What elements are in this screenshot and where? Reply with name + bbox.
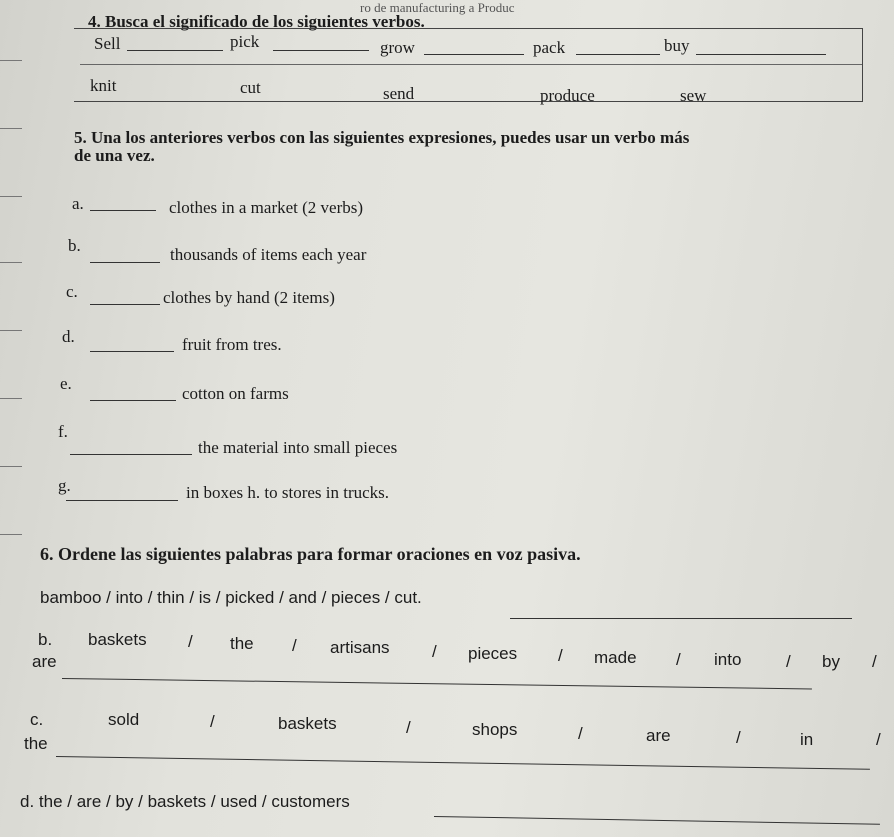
- margin-mark: [0, 534, 22, 535]
- margin-mark: [0, 330, 22, 331]
- item-letter: a.: [72, 194, 84, 213]
- answer-blank[interactable]: [424, 54, 524, 55]
- margin-mark: [0, 196, 22, 197]
- word: the: [24, 734, 48, 753]
- word: /: [578, 724, 583, 743]
- item-text: fruit from tres.: [182, 335, 282, 354]
- word: by: [822, 652, 840, 671]
- word: in: [800, 730, 814, 749]
- item-letter: b.: [68, 236, 81, 255]
- item-text: thousands of items each year: [170, 245, 367, 264]
- answer-blank[interactable]: [90, 210, 156, 211]
- verb-sell: Sell: [94, 34, 121, 53]
- word: baskets: [88, 630, 147, 649]
- exercise-4-title: 4. Busca el significado de los siguientes verbos.: [88, 12, 425, 31]
- verb-pick: pick: [230, 32, 260, 51]
- word: /: [210, 712, 215, 731]
- word: shops: [472, 720, 518, 739]
- word: sold: [108, 710, 140, 729]
- word: /: [872, 652, 877, 671]
- margin-mark: [0, 262, 22, 263]
- verb-cut: cut: [240, 78, 261, 97]
- word: artisans: [330, 638, 390, 657]
- answer-blank[interactable]: [90, 400, 176, 401]
- sentence-d: d. the / are / by / baskets / used / customers: [20, 792, 350, 811]
- word: /: [876, 730, 881, 749]
- verb-produce: produce: [540, 86, 595, 105]
- cut-off-header: ro de manufacturing a Produc: [360, 0, 515, 15]
- answer-blank[interactable]: [66, 500, 178, 501]
- word: /: [558, 646, 563, 665]
- item-letter: g.: [58, 476, 71, 495]
- word: /: [406, 718, 411, 737]
- answer-blank[interactable]: [576, 54, 660, 55]
- word: baskets: [278, 714, 337, 733]
- exercise-5-title: 5. Una los anteriores verbos con las siguientes expresiones, puedes usar un verbo más: [74, 128, 690, 147]
- word: made: [594, 648, 637, 667]
- item-text: clothes in a market (2 verbs): [169, 198, 364, 217]
- verb-knit: knit: [90, 76, 117, 95]
- verb-sew: sew: [680, 86, 707, 105]
- word: are: [646, 726, 671, 745]
- verb-buy: buy: [664, 36, 690, 55]
- word: b.: [38, 630, 53, 649]
- word: /: [292, 636, 297, 655]
- sentence-a: bamboo / into / thin / is / picked / and / pieces / cut.: [40, 588, 422, 607]
- item-letter: d.: [62, 327, 75, 346]
- item-text: clothes by hand (2 items): [163, 288, 335, 307]
- word: c.: [30, 710, 44, 729]
- word: into: [714, 650, 742, 669]
- word: the: [230, 634, 254, 653]
- answer-blank[interactable]: [127, 50, 223, 51]
- margin-mark: [0, 466, 22, 467]
- margin-mark: [0, 60, 22, 61]
- verb-pack: pack: [533, 38, 566, 57]
- exercise-5-title-cont: de una vez.: [74, 146, 155, 165]
- answer-blank[interactable]: [90, 304, 160, 305]
- word: /: [676, 650, 681, 669]
- item-letter: e.: [60, 374, 72, 393]
- verb-send: send: [383, 84, 415, 103]
- answer-blank[interactable]: [273, 50, 369, 51]
- margin-mark: [0, 128, 22, 129]
- exercise-6-title: 6. Ordene las siguientes palabras para formar oraciones en voz pasiva.: [40, 544, 581, 564]
- item-letter: f.: [58, 422, 68, 441]
- verb-box-divider: [80, 64, 862, 65]
- answer-blank[interactable]: [70, 454, 192, 455]
- word: /: [432, 642, 437, 661]
- answer-blank[interactable]: [90, 262, 160, 263]
- margin-mark: [0, 398, 22, 399]
- word: /: [188, 632, 193, 651]
- word: /: [786, 652, 791, 671]
- verb-grow: grow: [380, 38, 415, 57]
- item-text: cotton on farms: [182, 384, 289, 403]
- item-letter: c.: [66, 282, 78, 301]
- answer-blank[interactable]: [90, 351, 174, 352]
- item-text: in boxes h. to stores in trucks.: [186, 483, 390, 502]
- answer-blank[interactable]: [696, 54, 826, 55]
- word: /: [736, 728, 741, 747]
- answer-line-a[interactable]: [510, 618, 852, 619]
- word: pieces: [468, 644, 518, 663]
- word: are: [32, 652, 57, 671]
- item-text: the material into small pieces: [198, 438, 398, 457]
- verb-box: [74, 28, 863, 102]
